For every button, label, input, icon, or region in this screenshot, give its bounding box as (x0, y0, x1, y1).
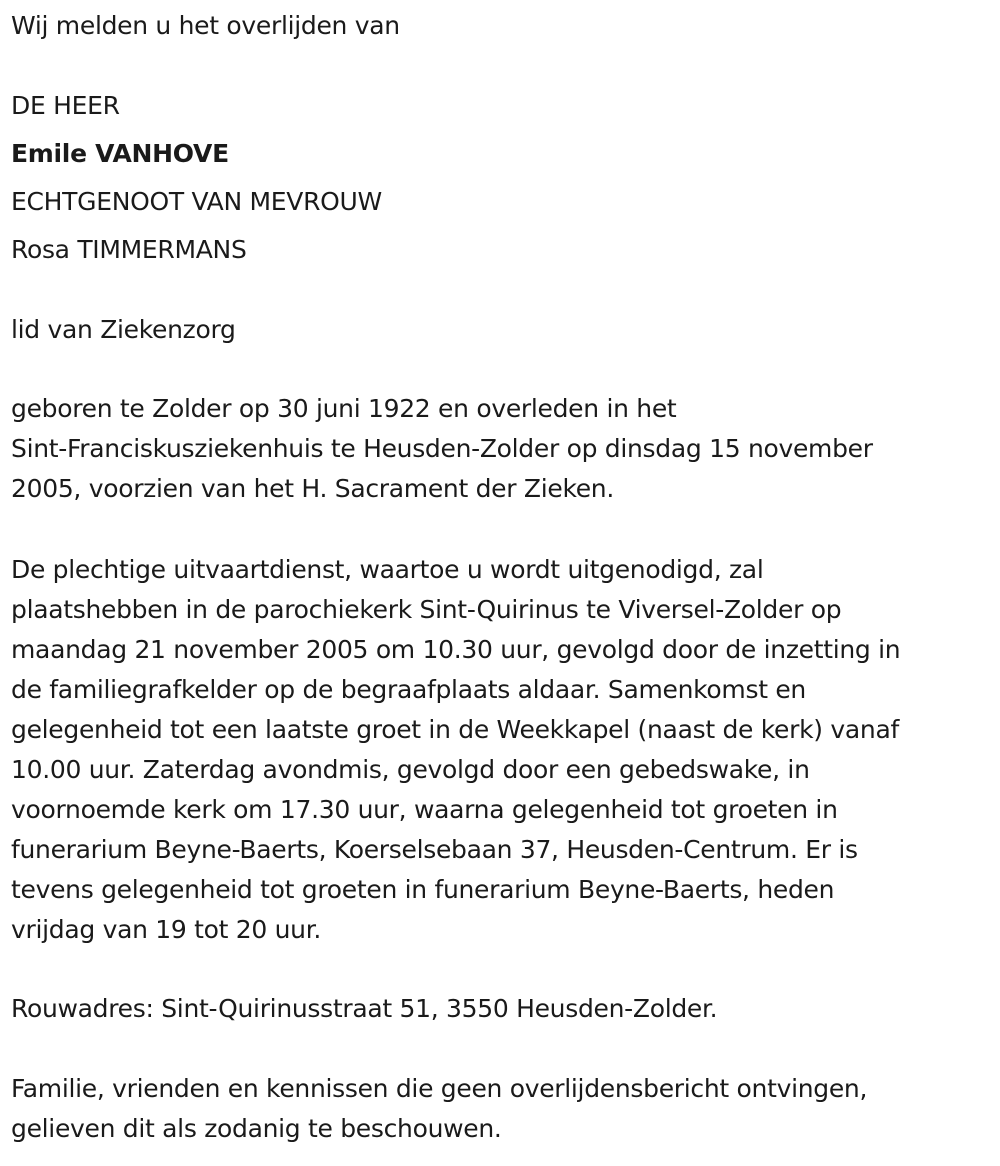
mourning-address: Rouwadres: Sint-Quirinusstraat 51, 3550 Heusden-Zolder. (11, 994, 718, 1023)
paragraph-line: 10.00 uur. Zaterdag avondmis, gevolgd door een gebedswake, in (11, 755, 810, 784)
paragraph-line: funerarium Beyne-Baerts, Koerselsebaan 37, Heusden-Centrum. Er is (11, 835, 858, 864)
spouse-name: Rosa TIMMERMANS (11, 235, 247, 264)
paragraph-line: geboren te Zolder op 30 juni 1922 en overleden in het (11, 394, 677, 423)
deceased-name: Emile VANHOVE (11, 139, 229, 168)
paragraph-line: vrijdag van 19 tot 20 uur. (11, 915, 322, 944)
paragraph-line: voornoemde kerk om 17.30 uur, waarna gelegenheid tot groeten in (11, 795, 838, 824)
paragraph-line: gelieven dit als zodanig te beschouwen. (11, 1114, 502, 1143)
birth-death-paragraph (11, 389, 986, 509)
membership-text: lid van Ziekenzorg (11, 315, 236, 344)
paragraph-line: Sint-Franciskusziekenhuis te Heusden-Zolder op dinsdag 15 november (11, 434, 873, 463)
intro-text: Wij melden u het overlijden van (11, 11, 400, 40)
paragraph-line: gelegenheid tot een laatste groet in de Weekkapel (naast de kerk) vanaf (11, 715, 899, 744)
closing-paragraph (11, 1069, 986, 1149)
title-prefix: DE HEER (11, 91, 120, 120)
paragraph-line: maandag 21 november 2005 om 10.30 uur, gevolgd door de inzetting in (11, 635, 901, 664)
paragraph-line: tevens gelegenheid tot groeten in funerarium Beyne-Baerts, heden (11, 875, 835, 904)
paragraph-line: De plechtige uitvaartdienst, waartoe u wordt uitgenodigd, zal (11, 555, 764, 584)
paragraph-line: de familiegrafkelder op de begraafplaats aldaar. Samenkomst en (11, 675, 806, 704)
funeral-paragraph (11, 550, 986, 950)
spouse-prefix: ECHTGENOOT VAN MEVROUW (11, 187, 382, 216)
paragraph-line: Familie, vrienden en kennissen die geen overlijdensbericht ontvingen, (11, 1074, 868, 1103)
paragraph-line: plaatshebben in de parochiekerk Sint-Quirinus te Viversel-Zolder op (11, 595, 842, 624)
paragraph-line: 2005, voorzien van het H. Sacrament der Zieken. (11, 474, 615, 503)
